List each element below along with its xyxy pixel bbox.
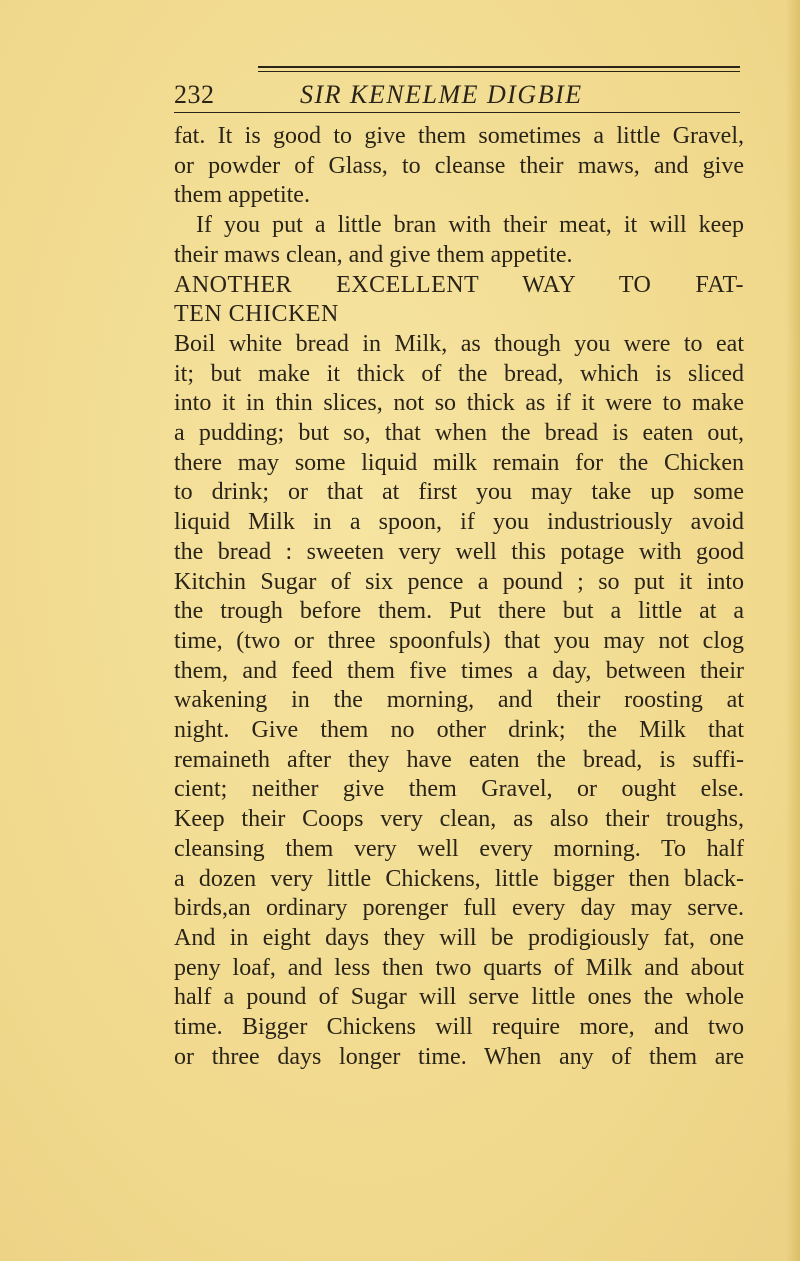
text-line: their maws clean, and give them appetite. (174, 241, 573, 268)
text-line: remaineth after they have eaten the bread, is suffi- (174, 746, 744, 773)
text-line: or powder of Glass, to cleanse their maws, and give (174, 152, 744, 179)
page-number: 232 (174, 80, 215, 109)
text-line: If you put a little bran with their meat, it will keep (196, 212, 744, 239)
body-text (174, 122, 744, 1073)
text-line: birds,an ordinary porenger full every day may serve. (174, 895, 744, 922)
text-line: wakening in the morning, and their roosting at (174, 687, 744, 714)
running-head: SIR KENELME DIGBIE (300, 80, 583, 109)
top-rule-thin (258, 71, 740, 72)
text-line: time. Bigger Chickens will require more, and two (174, 1014, 744, 1041)
recipe-heading: TEN CHICKEN (174, 301, 339, 328)
text-line: half a pound of Sugar will serve little ones the whole (174, 984, 744, 1011)
text-line: Keep their Coops very clean, as also their troughs, (174, 806, 744, 833)
text-line: cleansing them very well every morning. To half (174, 835, 744, 862)
text-line: time, (two or three spoonfuls) that you may not clog (174, 627, 744, 654)
text-line: Boil white bread in Milk, as though you were to eat (174, 330, 744, 357)
recipe-heading: ANOTHER EXCELLENT WAY TO FAT- (174, 271, 744, 298)
text-line: the trough before them. Put there but a little at a (174, 598, 744, 625)
text-line: it; but make it thick of the bread, which is sliced (174, 360, 744, 387)
text-line: night. Give them no other drink; the Milk that (174, 717, 744, 744)
text-line: the bread : sweeten very well this potage with good (174, 538, 744, 565)
text-line: there may some liquid milk remain for the Chicken (174, 449, 744, 476)
text-line: into it in thin slices, not so thick as if it were to make (174, 390, 744, 417)
text-line: fat. It is good to give them sometimes a little Gravel, (174, 123, 744, 149)
page-edge-shadow (786, 0, 800, 1261)
text-line: or three days longer time. When any of them are (174, 1043, 744, 1070)
top-rule (258, 66, 740, 68)
text-line: And in eight days they will be prodigiously fat, one (174, 924, 744, 951)
text-line: them, and feed them five times a day, between their (174, 657, 744, 684)
text-line: peny loaf, and less then two quarts of Milk and about (174, 954, 744, 981)
header-underline (174, 112, 740, 113)
text-line: Kitchin Sugar of six pence a pound ; so put it into (174, 568, 744, 595)
text-line: a pudding; but so, that when the bread is eaten out, (174, 420, 744, 447)
text-line: to drink; or that at first you may take up some (174, 479, 744, 506)
text-line: a dozen very little Chickens, little bigger then black- (174, 865, 744, 892)
text-line: liquid Milk in a spoon, if you industriously avoid (174, 509, 744, 536)
text-line: them appetite. (174, 182, 310, 209)
text-line: cient; neither give them Gravel, or ought else. (174, 776, 744, 803)
